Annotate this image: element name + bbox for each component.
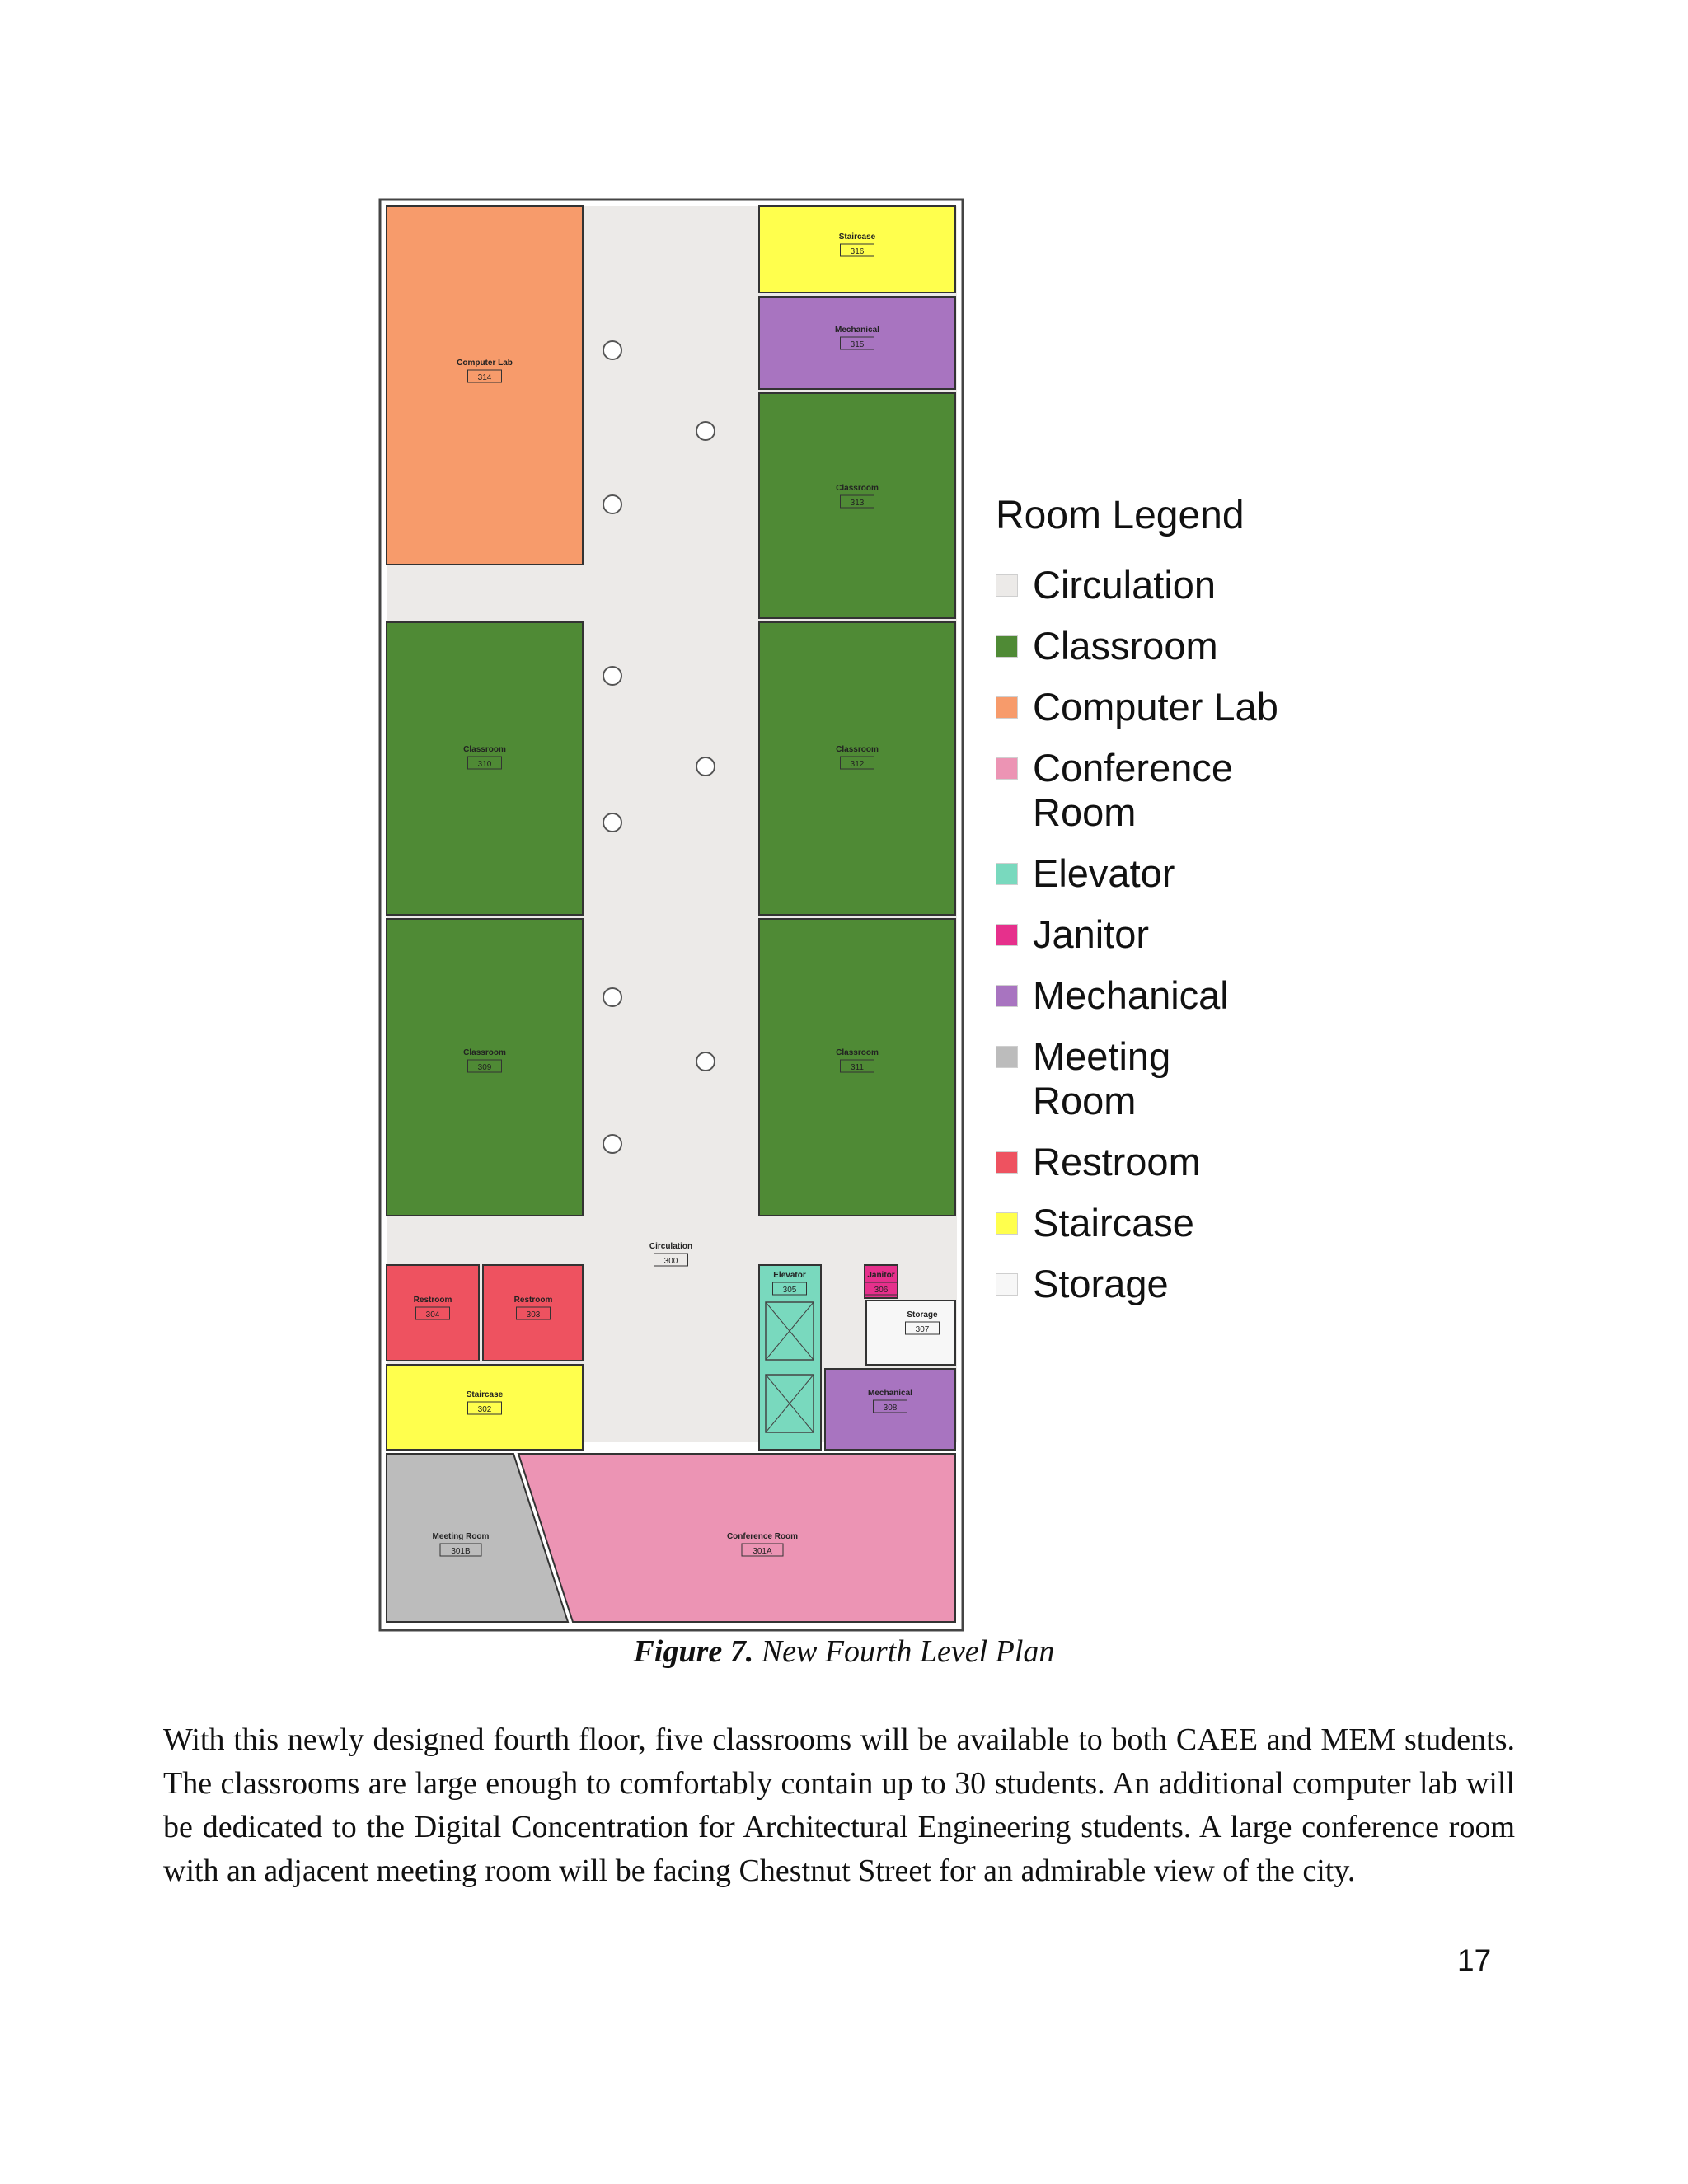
column-icon xyxy=(603,988,621,1006)
room-computer-lab-314 xyxy=(387,206,583,565)
room-mechanical-315-name: Mechanical xyxy=(835,326,879,335)
room-conference-room-301a-number: 301A xyxy=(753,1547,772,1556)
legend-swatch xyxy=(996,1273,1018,1296)
legend-item-conference-room xyxy=(996,746,1391,835)
legend-label: Janitor xyxy=(1033,912,1150,956)
legend-item-staircase xyxy=(996,1201,1391,1245)
legend-item-storage xyxy=(996,1262,1391,1306)
room-conference-room-301a-name: Conference Room xyxy=(726,1532,799,1541)
room-elevator-305-number: 305 xyxy=(782,1286,797,1295)
column-icon xyxy=(603,813,621,832)
legend-label: Classroom xyxy=(1033,623,1218,668)
column-icon xyxy=(603,1135,621,1153)
figure-caption xyxy=(0,1633,1688,1670)
legend-swatch xyxy=(996,757,1018,780)
legend-item-elevator xyxy=(996,851,1391,896)
column-icon xyxy=(603,495,621,513)
column-icon xyxy=(696,757,715,776)
room-restroom-304-name: Restroom xyxy=(413,1296,452,1305)
legend-swatch xyxy=(996,635,1018,658)
room-classroom-309-number: 309 xyxy=(477,1063,492,1072)
legend-title: Room Legend xyxy=(996,494,1245,537)
legend-swatch xyxy=(996,863,1018,885)
room-restroom-304-number: 304 xyxy=(425,1310,440,1319)
legend-item-restroom xyxy=(996,1140,1391,1184)
legend-item-circulation xyxy=(996,563,1391,607)
room-computer-lab-314-name: Computer Lab xyxy=(457,359,513,368)
room-staircase-316-name: Staircase xyxy=(838,232,876,241)
room-computer-lab-314-number: 314 xyxy=(477,373,492,382)
legend-swatch xyxy=(996,985,1018,1007)
room-restroom-303-name: Restroom xyxy=(513,1296,553,1305)
room-classroom-311-number: 311 xyxy=(851,1063,864,1072)
room-classroom-310-name: Classroom xyxy=(463,745,506,754)
legend-swatch xyxy=(996,1212,1018,1235)
room-mechanical-308-number: 308 xyxy=(883,1404,898,1413)
room-storage-307-name: Storage xyxy=(907,1310,938,1319)
legend-item-mechanical xyxy=(996,973,1391,1018)
column-icon xyxy=(696,422,715,440)
legend-label: Restroom xyxy=(1033,1139,1201,1183)
legend-label: Elevator xyxy=(1033,851,1175,895)
room-meeting-room-301b-number: 301B xyxy=(451,1547,471,1556)
room-classroom-309-name: Classroom xyxy=(463,1048,506,1057)
room-staircase-302-name: Staircase xyxy=(466,1390,504,1399)
legend-label: Mechanical xyxy=(1033,972,1229,1017)
column-icon xyxy=(603,341,621,359)
legend-swatch xyxy=(996,1046,1018,1068)
legend-swatch xyxy=(996,574,1018,597)
legend-item-classroom xyxy=(996,624,1391,668)
legend-label: Circulation xyxy=(1033,562,1217,607)
room-classroom-312-number: 312 xyxy=(850,760,865,769)
column-icon xyxy=(696,1052,715,1071)
legend-item-computer-lab xyxy=(996,685,1391,729)
room-staircase-302-number: 302 xyxy=(477,1405,492,1414)
legend-swatch xyxy=(996,696,1018,719)
room-elevator-305-name: Elevator xyxy=(773,1271,806,1280)
room-mechanical-308-name: Mechanical xyxy=(868,1389,912,1398)
legend-item-janitor xyxy=(996,912,1391,957)
room-staircase-316-number: 316 xyxy=(850,247,865,256)
room-classroom-312-name: Classroom xyxy=(836,745,879,754)
room-circulation-300-name: Circulation xyxy=(649,1242,693,1251)
legend-label: Storage xyxy=(1033,1261,1169,1305)
room-classroom-313-name: Classroom xyxy=(836,484,879,493)
room-classroom-313-number: 313 xyxy=(850,499,865,508)
room-meeting-room-301b-name: Meeting Room xyxy=(432,1532,490,1541)
legend-swatch xyxy=(996,924,1018,946)
legend-label: Conference Room xyxy=(1033,745,1233,834)
room-circulation-300-number: 300 xyxy=(663,1257,678,1266)
room-janitor-306-number: 306 xyxy=(874,1286,889,1295)
room-restroom-303-number: 303 xyxy=(526,1310,541,1319)
legend-label: Computer Lab xyxy=(1033,684,1278,729)
room-mechanical-315-number: 315 xyxy=(850,340,865,349)
legend-swatch xyxy=(996,1151,1018,1174)
page-number: 17 xyxy=(1457,1943,1492,1977)
legend-label: Staircase xyxy=(1033,1200,1194,1244)
room-classroom-311-name: Classroom xyxy=(836,1048,879,1057)
room-storage-307-number: 307 xyxy=(915,1325,930,1334)
body-paragraph: With this newly designed fourth floor, five classrooms will be available to both CAEE and MEM students. The classrooms are large enough to comfortably contain up to 30 students. An additional computer lab will be dedicated to the Digital Concentration for Architectural Engineering students. A large conference room with an adjacent meeting room will be facing Chestnut Street for an admirable view of the city. xyxy=(163,1722,1515,1888)
room-legend xyxy=(996,494,1391,1323)
room-classroom-310-number: 310 xyxy=(477,760,492,769)
legend-item-meeting-room xyxy=(996,1034,1391,1123)
room-janitor-306-name: Janitor xyxy=(867,1271,895,1280)
caption-label: Figure 7. xyxy=(633,1634,754,1669)
floor-plan xyxy=(378,198,964,1632)
column-icon xyxy=(603,667,621,685)
caption-text: New Fourth Level Plan xyxy=(761,1634,1055,1669)
legend-label: Meeting Room xyxy=(1033,1033,1171,1122)
